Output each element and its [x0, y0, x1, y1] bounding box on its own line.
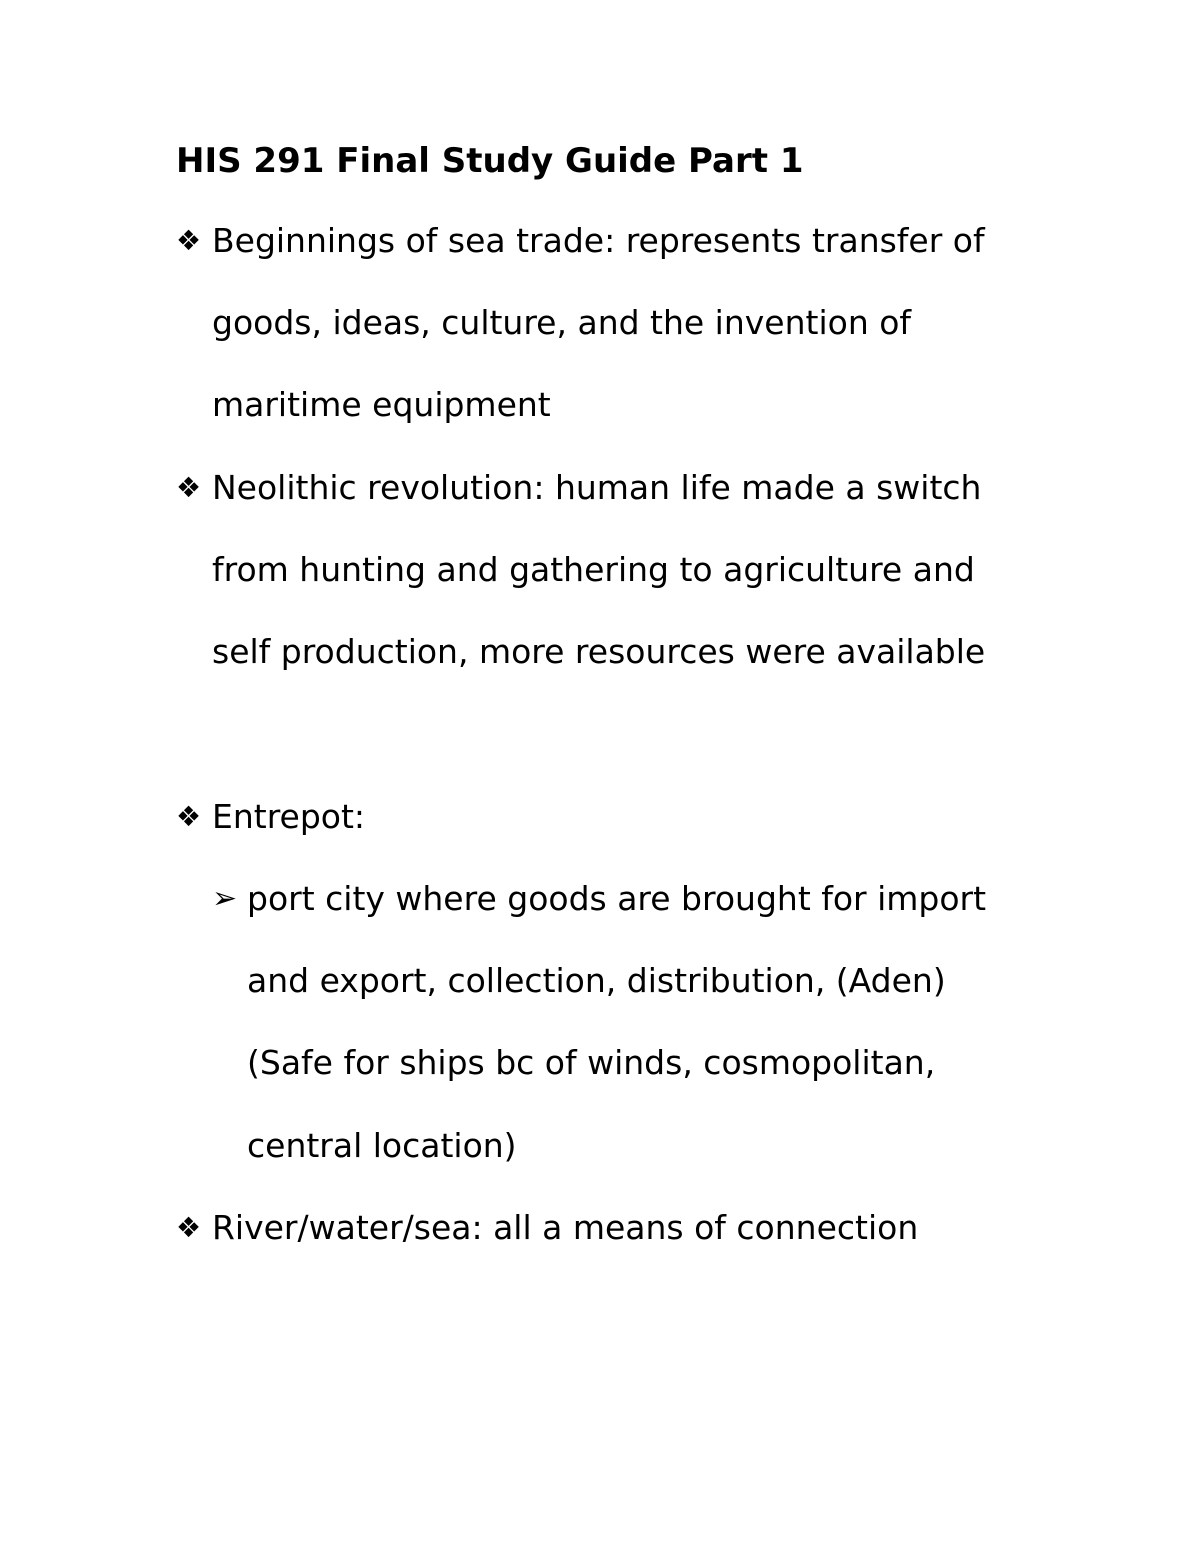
- list-item-text: Beginnings of sea trade: represents transfer of goods, ideas, culture, and the invention of maritime equipment: [212, 221, 985, 425]
- list-item-text: River/water/sea: all a means of connection: [212, 1208, 919, 1247]
- sub-list-item-port-city: [212, 858, 1012, 1187]
- sub-list-item-text: port city where goods are brought for import and export, collection, distribution, (Aden) (Safe for ships bc of winds, cosmopolitan, central location): [247, 879, 987, 1165]
- document-title: HIS 291 Final Study Guide Part 1: [176, 141, 804, 181]
- list-item-text: Entrepot:: [212, 797, 366, 836]
- list-item-neolithic-revolution: [176, 447, 1026, 694]
- diamond-bullet-icon: ❖: [176, 224, 202, 257]
- arrow-bullet-icon: ➢: [212, 881, 238, 916]
- list-item-river-water-sea: [176, 1187, 1026, 1269]
- list-item-entrepot: [176, 776, 1026, 858]
- list-item-sea-trade: [176, 200, 1026, 447]
- diamond-bullet-icon: ❖: [176, 1211, 202, 1244]
- list-item-text: Neolithic revolution: human life made a switch from hunting and gathering to agriculture and self production, more resources were available: [212, 468, 986, 672]
- diamond-bullet-icon: ❖: [176, 471, 202, 504]
- diamond-bullet-icon: ❖: [176, 800, 202, 833]
